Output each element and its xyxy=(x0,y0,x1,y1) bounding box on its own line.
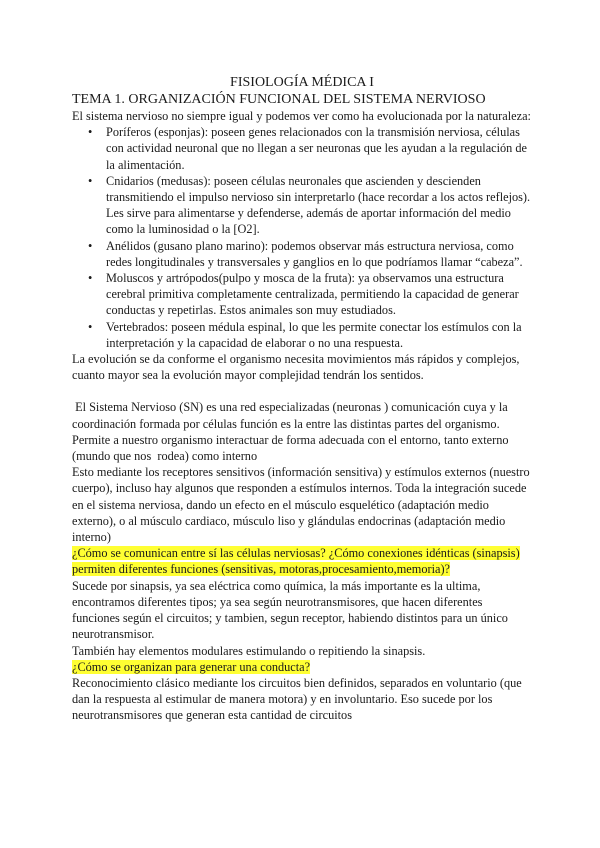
document-subtitle: TEMA 1. ORGANIZACIÓN FUNCIONAL DEL SISTEMA NERVIOSO xyxy=(72,92,486,107)
highlighted-question: ¿Cómo se comunican entre sí las células nerviosas? ¿Cómo conexiones idénticas (sinapsis) permiten diferentes funciones (sensitivas, motoras,procesamiento,memoria)? xyxy=(72,546,520,577)
list-item: • Anélidos (gusano plano marino): podemos observar más estructura nerviosa, como redes longitudinales y transversales y ganglios en lo que podríamos llamar “cabeza”. xyxy=(106,238,532,270)
document-page xyxy=(72,74,532,724)
highlighted-question: ¿Cómo se organizan para generar una conducta? xyxy=(72,659,311,674)
sn-integration-paragraph: Esto mediante los receptores sensitivos (información sensitiva) y estímulos externos (nuestro cuerpo), incluso hay algunos que responden a estímulos internos. Toda la integración sucede en el sistema nerviosa, dando un efecto en el músculo esquelético (adaptación medio externo), o al músculo cardiaco, músculo liso y glándulas endocrinas (adaptación medio interno) xyxy=(72,465,530,545)
list-item: • Vertebrados: poseen médula espinal, lo que les permite conectar los estímulos con la interpretación y la capacidad de elaborar o no una respuesta. xyxy=(106,319,532,351)
evolution-list xyxy=(72,124,532,351)
sn-definition-paragraph: El Sistema Nervioso (SN) es una red especializadas (neuronas ) comunicación cuya y la coordinación formada por células función es la entre las distintas partes del organismo. Permite a nuestro organismo interactuar de forma adecuada con el entorno, tanto externo (mundo que nos rodea) como interno xyxy=(72,400,512,464)
intro-paragraph: El sistema nervioso no siempre igual y podemos ver como ha evolucionada por la naturaleza: xyxy=(72,109,531,123)
answer-modulation-paragraph: También hay elementos modulares estimulando o repitiendo la sinapsis. xyxy=(72,643,426,658)
evolution-paragraph: La evolución se da conforme el organismo necesita movimientos más rápidos y complejos, cuanto mayor sea la evolución mayor complejidad tendrán los sentidos. xyxy=(72,352,520,383)
document-title: FISIOLOGÍA MÉDICA I xyxy=(230,75,374,90)
list-item: • Cnidarios (medusas): poseen células neuronales que ascienden y descienden transmitiendo el impulso nervioso sin interpretarlo (hace recordar a los actos reflejos). Les sirve para alimentarse y defenderse, además de aportar información del medio como la luminosidad o la [O2]. xyxy=(106,173,532,238)
answer-synapse-paragraph: Sucede por sinapsis, ya sea eléctrica como química, la más importante es la ultima, encontramos diferentes tipos; ya sea según neurotransmisores, que hacen diferentes funciones según el circuitos; y tambien, segun receptor, habiendo distintos para un único neurotransmisor. xyxy=(72,578,508,642)
list-item: • Poríferos (esponjas): poseen genes relacionados con la transmisión nerviosa, células con actividad neuronal que no llegan a ser neuronas que les ayudan a la regulación de la alimentación. xyxy=(106,124,532,173)
paragraph-spacer xyxy=(72,383,532,399)
question-communication xyxy=(72,545,532,577)
answer-circuits-paragraph: Reconocimiento clásico mediante los circuitos bien definidos, separados en voluntario (que dan la respuesta al estimular de manera motora) y en involuntario. Eso sucede por los neurotransmisores que generan esta cantidad de circuitos xyxy=(72,675,522,723)
list-item: • Moluscos y artrópodos(pulpo y mosca de la fruta): ya observamos una estructura cerebral primitiva completamente centralizada, permitiendo la capacidad de generar conductas y repetirlas. Estos animales son muy estudiados. xyxy=(106,270,532,319)
question-behavior xyxy=(72,659,532,675)
